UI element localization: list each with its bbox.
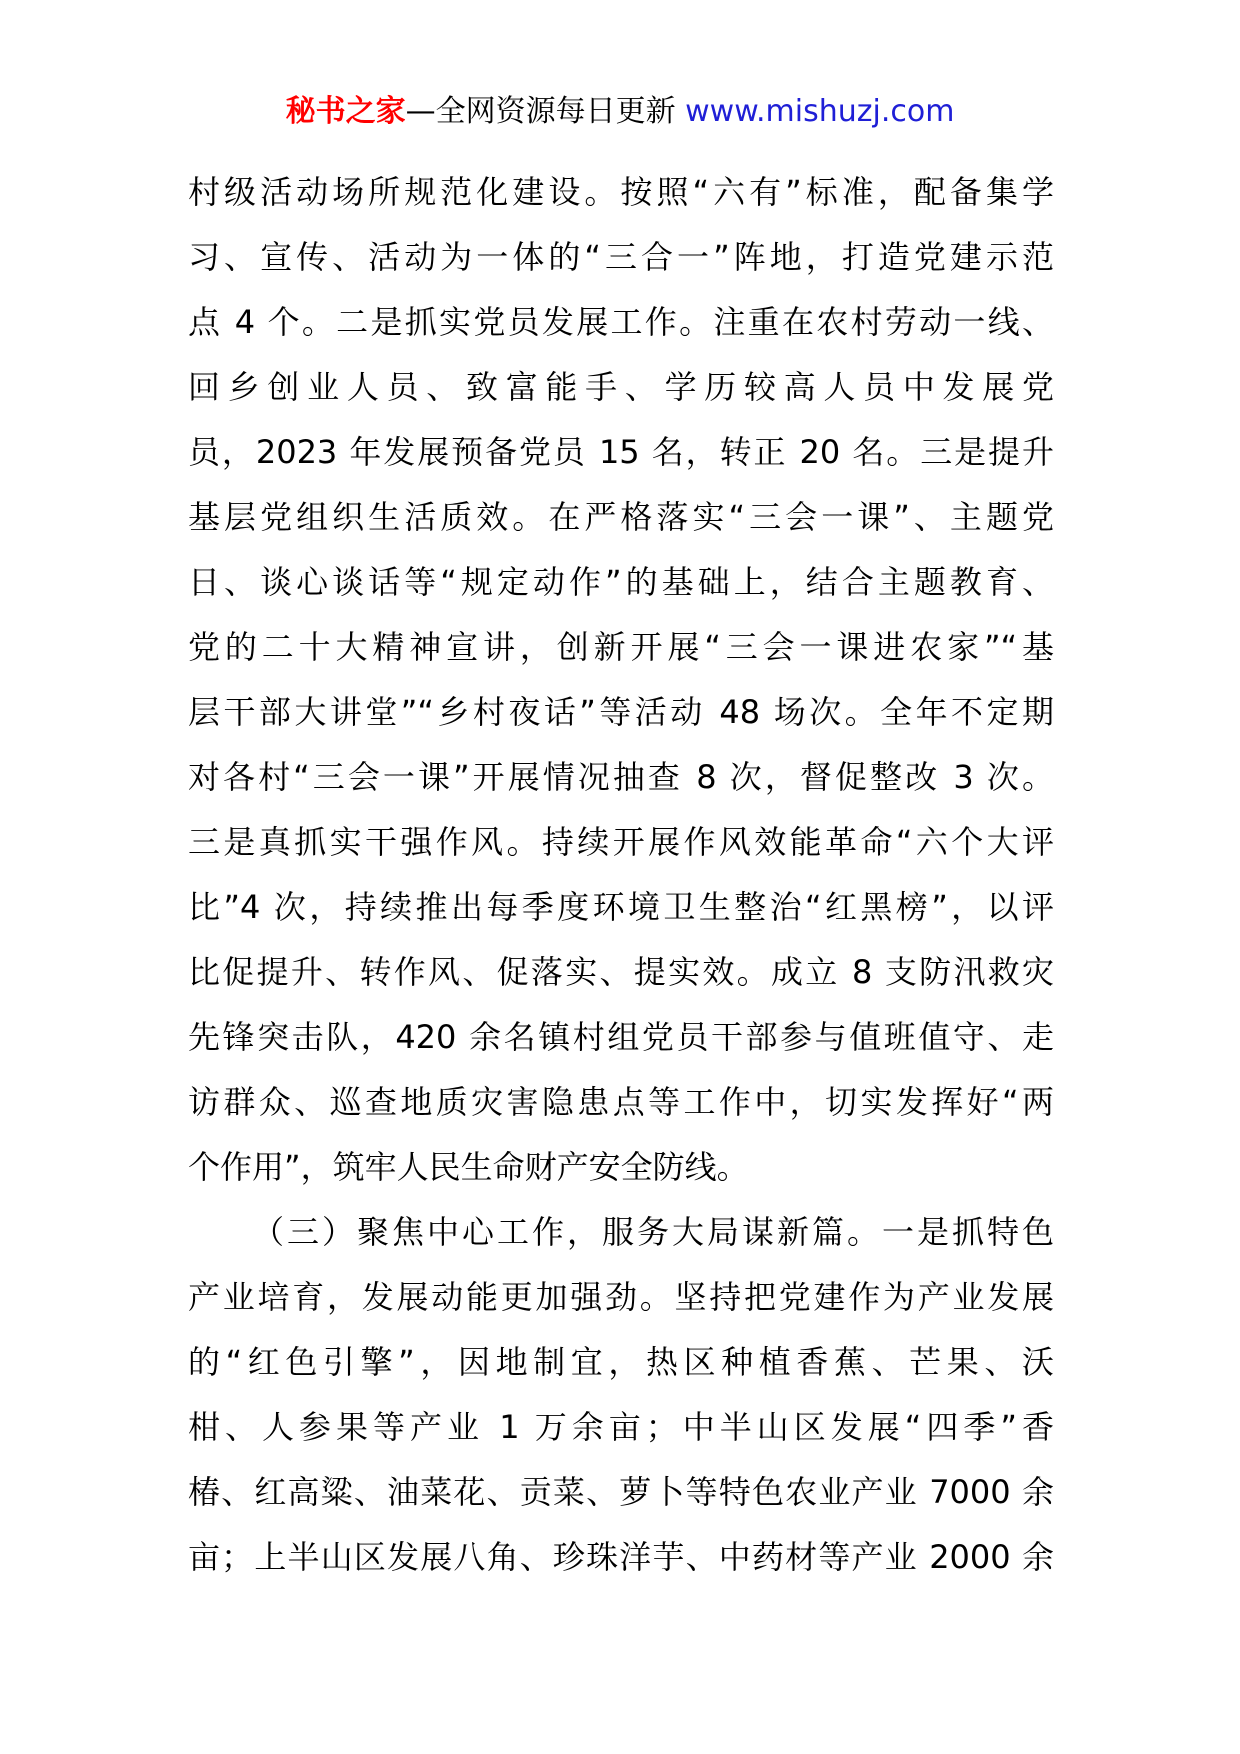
text-line: 的“红色引擎”，因地制宜，热区种植香蕉、芒果、沃 (188, 1343, 1054, 1381)
brand-name: 秘书之家 (285, 94, 406, 129)
text-line: 点 4 个。二是抓实党员发展工作。注重在农村劳动一线、 (188, 303, 1054, 341)
site-url-link[interactable]: www.mishuzj.com (685, 94, 955, 129)
header-slogan: —全网资源每日更新 (405, 94, 676, 129)
text-line: 基层党组织生活质效。在严格落实“三会一课”、主题党 (188, 498, 1054, 536)
text-line: 先锋突击队，420 余名镇村组党员干部参与值班值守、走 (188, 1018, 1054, 1056)
text-line: 产业培育，发展动能更加强劲。坚持把党建作为产业发展 (188, 1278, 1054, 1316)
text-line: 员，2023 年发展预备党员 15 名，转正 20 名。三是提升 (188, 433, 1054, 471)
site-header (0, 92, 1240, 132)
text-line: 个作用”，筑牢人民生命财产安全防线。 (188, 1148, 749, 1186)
text-line: 习、宣传、活动为一体的“三合一”阵地，打造党建示范 (188, 238, 1054, 276)
text-line: 亩；上半山区发展八角、珍珠洋芋、中药材等产业 2000 余 (188, 1538, 1054, 1576)
document-body (188, 160, 1054, 1590)
text-line: 比促提升、转作风、促落实、提实效。成立 8 支防汛救灾 (188, 953, 1054, 991)
text-line: 柑、人参果等产业 1 万余亩；中半山区发展“四季”香 (188, 1408, 1054, 1446)
text-line: 村级活动场所规范化建设。按照“六有”标准，配备集学 (188, 173, 1054, 211)
text-line: 回乡创业人员、致富能手、学历较高人员中发展党 (188, 368, 1054, 406)
text-line: 三是真抓实干强作风。持续开展作风效能革命“六个大评 (188, 823, 1054, 861)
text-line: 日、谈心谈话等“规定动作”的基础上，结合主题教育、 (188, 563, 1054, 601)
text-line: 党的二十大精神宣讲，创新开展“三会一课进农家”“基 (188, 628, 1054, 666)
text-line: 对各村“三会一课”开展情况抽查 8 次，督促整改 3 次。 (188, 758, 1054, 796)
text-line: 访群众、巡查地质灾害隐患点等工作中，切实发挥好“两 (188, 1083, 1054, 1121)
text-line: 椿、红高粱、油菜花、贡菜、萝卜等特色农业产业 7000 余 (188, 1473, 1054, 1511)
text-line: （三）聚焦中心工作，服务大局谋新篇。一是抓特色 (252, 1213, 1054, 1251)
text-line: 比”4 次，持续推出每季度环境卫生整治“红黑榜”，以评 (188, 888, 1054, 926)
text-line: 层干部大讲堂”“乡村夜话”等活动 48 场次。全年不定期 (188, 693, 1054, 731)
